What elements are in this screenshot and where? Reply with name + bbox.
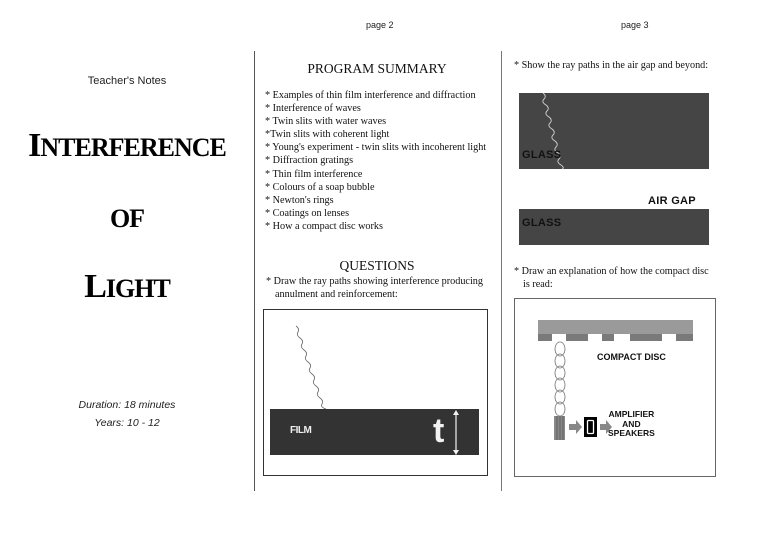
double-arrow-icon xyxy=(451,410,461,455)
column-divider-left xyxy=(254,51,255,491)
compact-disc-diagram xyxy=(514,298,716,477)
program-summary-list xyxy=(265,89,486,233)
summary-item: * Thin film interference xyxy=(265,168,363,180)
years-text: Years: 10 - 12 xyxy=(94,417,160,429)
title-of: OF xyxy=(109,204,145,233)
title-rest: NTERFERENCE xyxy=(40,133,226,162)
summary-item: * Young's experiment - twin slits with incoherent light xyxy=(265,142,487,154)
page-number-3: page 3 xyxy=(621,20,649,30)
detector-icon xyxy=(554,416,565,440)
page-number-2: page 2 xyxy=(366,20,394,30)
summary-item: * Colours of a soap bubble xyxy=(265,181,375,193)
cover-subtitle: Teacher's Notes xyxy=(87,75,167,87)
cover-title-line-2 xyxy=(0,204,254,234)
summary-item: * Diffraction gratings xyxy=(265,155,354,167)
question-3 xyxy=(514,265,734,291)
cover-title-line-1 xyxy=(0,127,254,165)
thickness-symbol: t xyxy=(433,412,445,450)
program-summary-heading: PROGRAM SUMMARY xyxy=(307,61,447,76)
duration-text: Duration: 18 minutes xyxy=(78,399,176,411)
compact-disc-label: COMPACT DISC xyxy=(597,352,666,362)
summary-item: * Newton's rings xyxy=(265,194,334,206)
air-gap-label: AIR GAP xyxy=(648,195,696,207)
disc-pits xyxy=(538,334,693,341)
summary-item: *Twin slits with coherent light xyxy=(265,129,390,141)
amp-line-2: AND xyxy=(622,418,641,429)
film-label: FILM xyxy=(290,425,312,436)
question-3-line-2: is read: xyxy=(523,279,553,290)
amp-line-1: AMPLIFIER xyxy=(608,409,655,419)
glass-top-label: GLASS xyxy=(522,149,562,161)
question-1-line-2: annulment and reinforcement: xyxy=(275,289,398,300)
column-divider-right xyxy=(501,51,502,491)
question-3-line-1: * Draw an explanation of how the compact disc xyxy=(514,266,709,277)
questions-heading: QUESTIONS xyxy=(339,258,415,273)
summary-item: * How a compact disc works xyxy=(265,220,383,232)
arrow-right-icon xyxy=(569,420,582,434)
laser-beam-icon xyxy=(555,342,565,416)
summary-item: * Coatings on lenses xyxy=(265,207,350,219)
disc-body xyxy=(538,320,693,334)
amp-line-3: SPEAKERS xyxy=(608,428,655,438)
summary-item: * Interference of waves xyxy=(265,103,361,115)
question-1-line-1: * Draw the ray paths showing interference producing xyxy=(266,276,483,287)
summary-item: * Examples of thin film interference and diffraction xyxy=(265,90,476,101)
title-initial: L xyxy=(84,268,106,305)
amplifier-speakers-label xyxy=(608,410,655,439)
glass-bottom-label: GLASS xyxy=(522,217,562,229)
question-2: * Show the ray paths in the air gap and beyond: xyxy=(514,60,709,71)
question-1 xyxy=(266,275,496,301)
cover-title-line-3 xyxy=(0,268,254,306)
summary-item: * Twin slits with water waves xyxy=(265,116,387,128)
title-rest: IGHT xyxy=(105,274,170,303)
title-initial: I xyxy=(28,127,41,164)
